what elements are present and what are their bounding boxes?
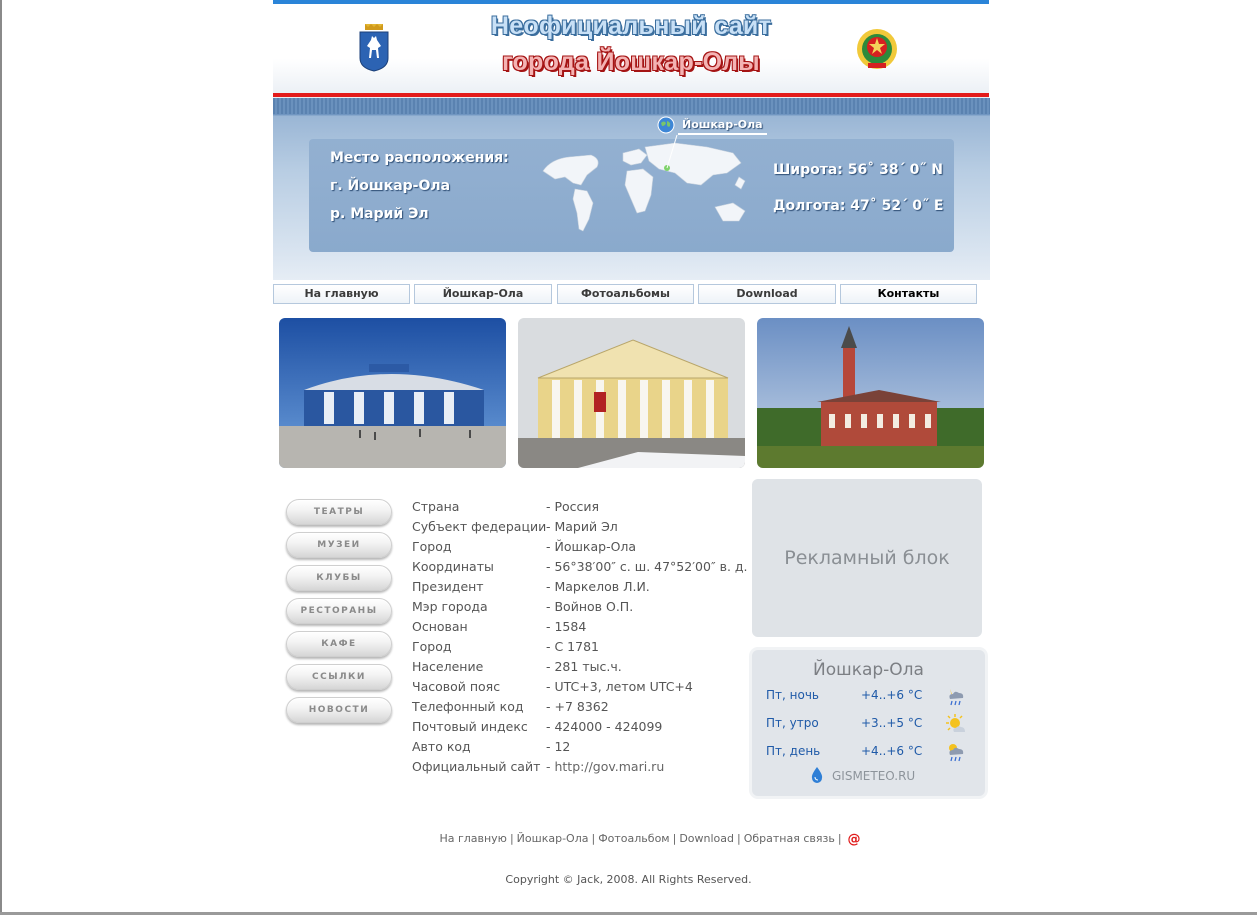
cloud-rain-night-icon — [945, 685, 967, 707]
weather-city: Йошкар-Ола — [813, 660, 924, 680]
nav-home[interactable]: На главную — [273, 284, 410, 304]
weather-when: Пт, день — [766, 744, 821, 758]
footer-separator: | — [672, 832, 677, 845]
nav-yoshkar-ola[interactable]: Йошкар-Ола — [414, 284, 552, 304]
info-key: Субъект федерации — [412, 519, 547, 534]
gismeteo-link[interactable]: GISMETEO.RU — [832, 769, 916, 783]
info-value: - Марий Эл — [546, 519, 618, 534]
footer-separator: | — [509, 832, 514, 845]
info-value: - UTC+3, летом UTC+4 — [546, 679, 693, 694]
site-header — [273, 0, 989, 98]
side-menu-theatres[interactable]: ТЕАТРЫ — [286, 499, 392, 525]
ad-block[interactable]: Рекламный блок — [752, 479, 982, 637]
footer-separator: | — [837, 832, 842, 845]
sun-cloud-icon — [945, 713, 967, 735]
side-menu-restaurants[interactable]: РЕСТОРАНЫ — [286, 598, 392, 624]
info-key: Город — [412, 639, 452, 654]
info-key: Телефонный код — [412, 699, 524, 714]
info-value: - Маркелов Л.И. — [546, 579, 650, 594]
main-navigation — [273, 280, 983, 308]
info-value: - +7 8362 — [546, 699, 609, 714]
location-region: р. Марий Эл — [330, 206, 429, 222]
info-key: Почтовый индекс — [412, 719, 528, 734]
info-key: Страна — [412, 499, 460, 514]
info-key: Часовой пояс — [412, 679, 501, 694]
weather-when: Пт, ночь — [766, 688, 819, 702]
footer-link-download[interactable]: Download — [679, 832, 734, 845]
side-menu-museums[interactable]: МУЗЕИ — [286, 532, 392, 558]
window-left-border — [0, 0, 2, 915]
banner-stripe — [273, 98, 990, 114]
info-value: - Войнов О.П. — [546, 599, 634, 614]
weather-temp: +4..+6 °C — [861, 688, 923, 702]
info-key: Город — [412, 539, 452, 554]
location-banner — [273, 98, 990, 280]
location-city: г. Йошкар-Ола — [330, 178, 451, 194]
water-drop-icon — [810, 766, 824, 784]
cloud-rain-icon — [945, 741, 967, 763]
nav-photo-albums[interactable]: Фотоальбомы — [557, 284, 694, 304]
copyright: Copyright © Jack, 2008. All Rights Reserved. — [505, 873, 752, 886]
footer-separator: | — [737, 832, 741, 845]
map-city-label: Йошкар-Ола — [678, 118, 767, 135]
side-menu-links[interactable]: ССЫЛКИ — [286, 664, 392, 690]
site-title-line2: города Йошкар-Олы — [502, 48, 760, 76]
info-key: Авто код — [412, 739, 471, 754]
footer-separator: | — [591, 832, 596, 845]
footer-link-home[interactable]: На главную — [439, 832, 507, 845]
header-top-line — [273, 0, 989, 4]
location-heading: Место расположения: — [330, 150, 509, 166]
info-value: - 1584 — [546, 619, 587, 634]
side-menu-cafe[interactable]: КАФЕ — [286, 631, 392, 657]
info-key: Президент — [412, 579, 484, 594]
info-value: - 56°38′00″ с. ш. 47°52′00″ в. д. — [546, 559, 748, 574]
photo-mosque[interactable] — [757, 318, 984, 468]
photo-theatre[interactable] — [518, 318, 745, 468]
info-value: - С 1781 — [546, 639, 599, 654]
footer-link-yoshkar-ola[interactable]: Йошкар-Ола — [516, 832, 589, 845]
weather-temp: +4..+6 °C — [861, 744, 923, 758]
weather-row — [752, 688, 985, 708]
info-value: - Россия — [546, 499, 600, 514]
info-value: - 12 — [546, 739, 571, 754]
official-site-link[interactable]: - http://gov.mari.ru — [546, 759, 665, 774]
nav-download[interactable]: Download — [698, 284, 836, 304]
latitude-label: Широта: 56˚ 38΄ 0˝ N — [773, 162, 944, 178]
side-menu-news[interactable]: НОВОСТИ — [286, 697, 392, 723]
info-value: - 281 тыс.ч. — [546, 659, 622, 674]
info-key: Координаты — [412, 559, 494, 574]
footer-link-photo-album[interactable]: Фотоальбом — [598, 832, 670, 845]
weather-row — [752, 744, 985, 764]
footer-link-feedback[interactable]: Обратная связь — [743, 832, 835, 845]
globe-icon — [657, 116, 675, 134]
world-map-icon — [535, 133, 765, 243]
site-title-line1: Неофициальный сайт — [490, 12, 772, 40]
longitude-label: Долгота: 47˚ 52΄ 0˝ E — [773, 198, 944, 214]
photo-arena[interactable] — [279, 318, 506, 468]
weather-widget — [752, 650, 985, 796]
info-key: Основан — [412, 619, 468, 634]
info-key: Официальный сайт — [412, 759, 541, 774]
nav-contacts[interactable]: Контакты — [840, 284, 977, 304]
email-icon[interactable]: @ — [847, 832, 861, 847]
weather-row — [752, 716, 985, 736]
weather-temp: +3..+5 °C — [861, 716, 923, 730]
footer-links — [0, 832, 1257, 847]
info-key: Население — [412, 659, 484, 674]
info-value: - Йошкар-Ола — [546, 539, 637, 554]
side-menu-clubs[interactable]: КЛУБЫ — [286, 565, 392, 591]
header-red-line — [273, 93, 989, 97]
weather-when: Пт, утро — [766, 716, 819, 730]
info-value: - 424000 - 424099 — [546, 719, 663, 734]
info-key: Мэр города — [412, 599, 488, 614]
